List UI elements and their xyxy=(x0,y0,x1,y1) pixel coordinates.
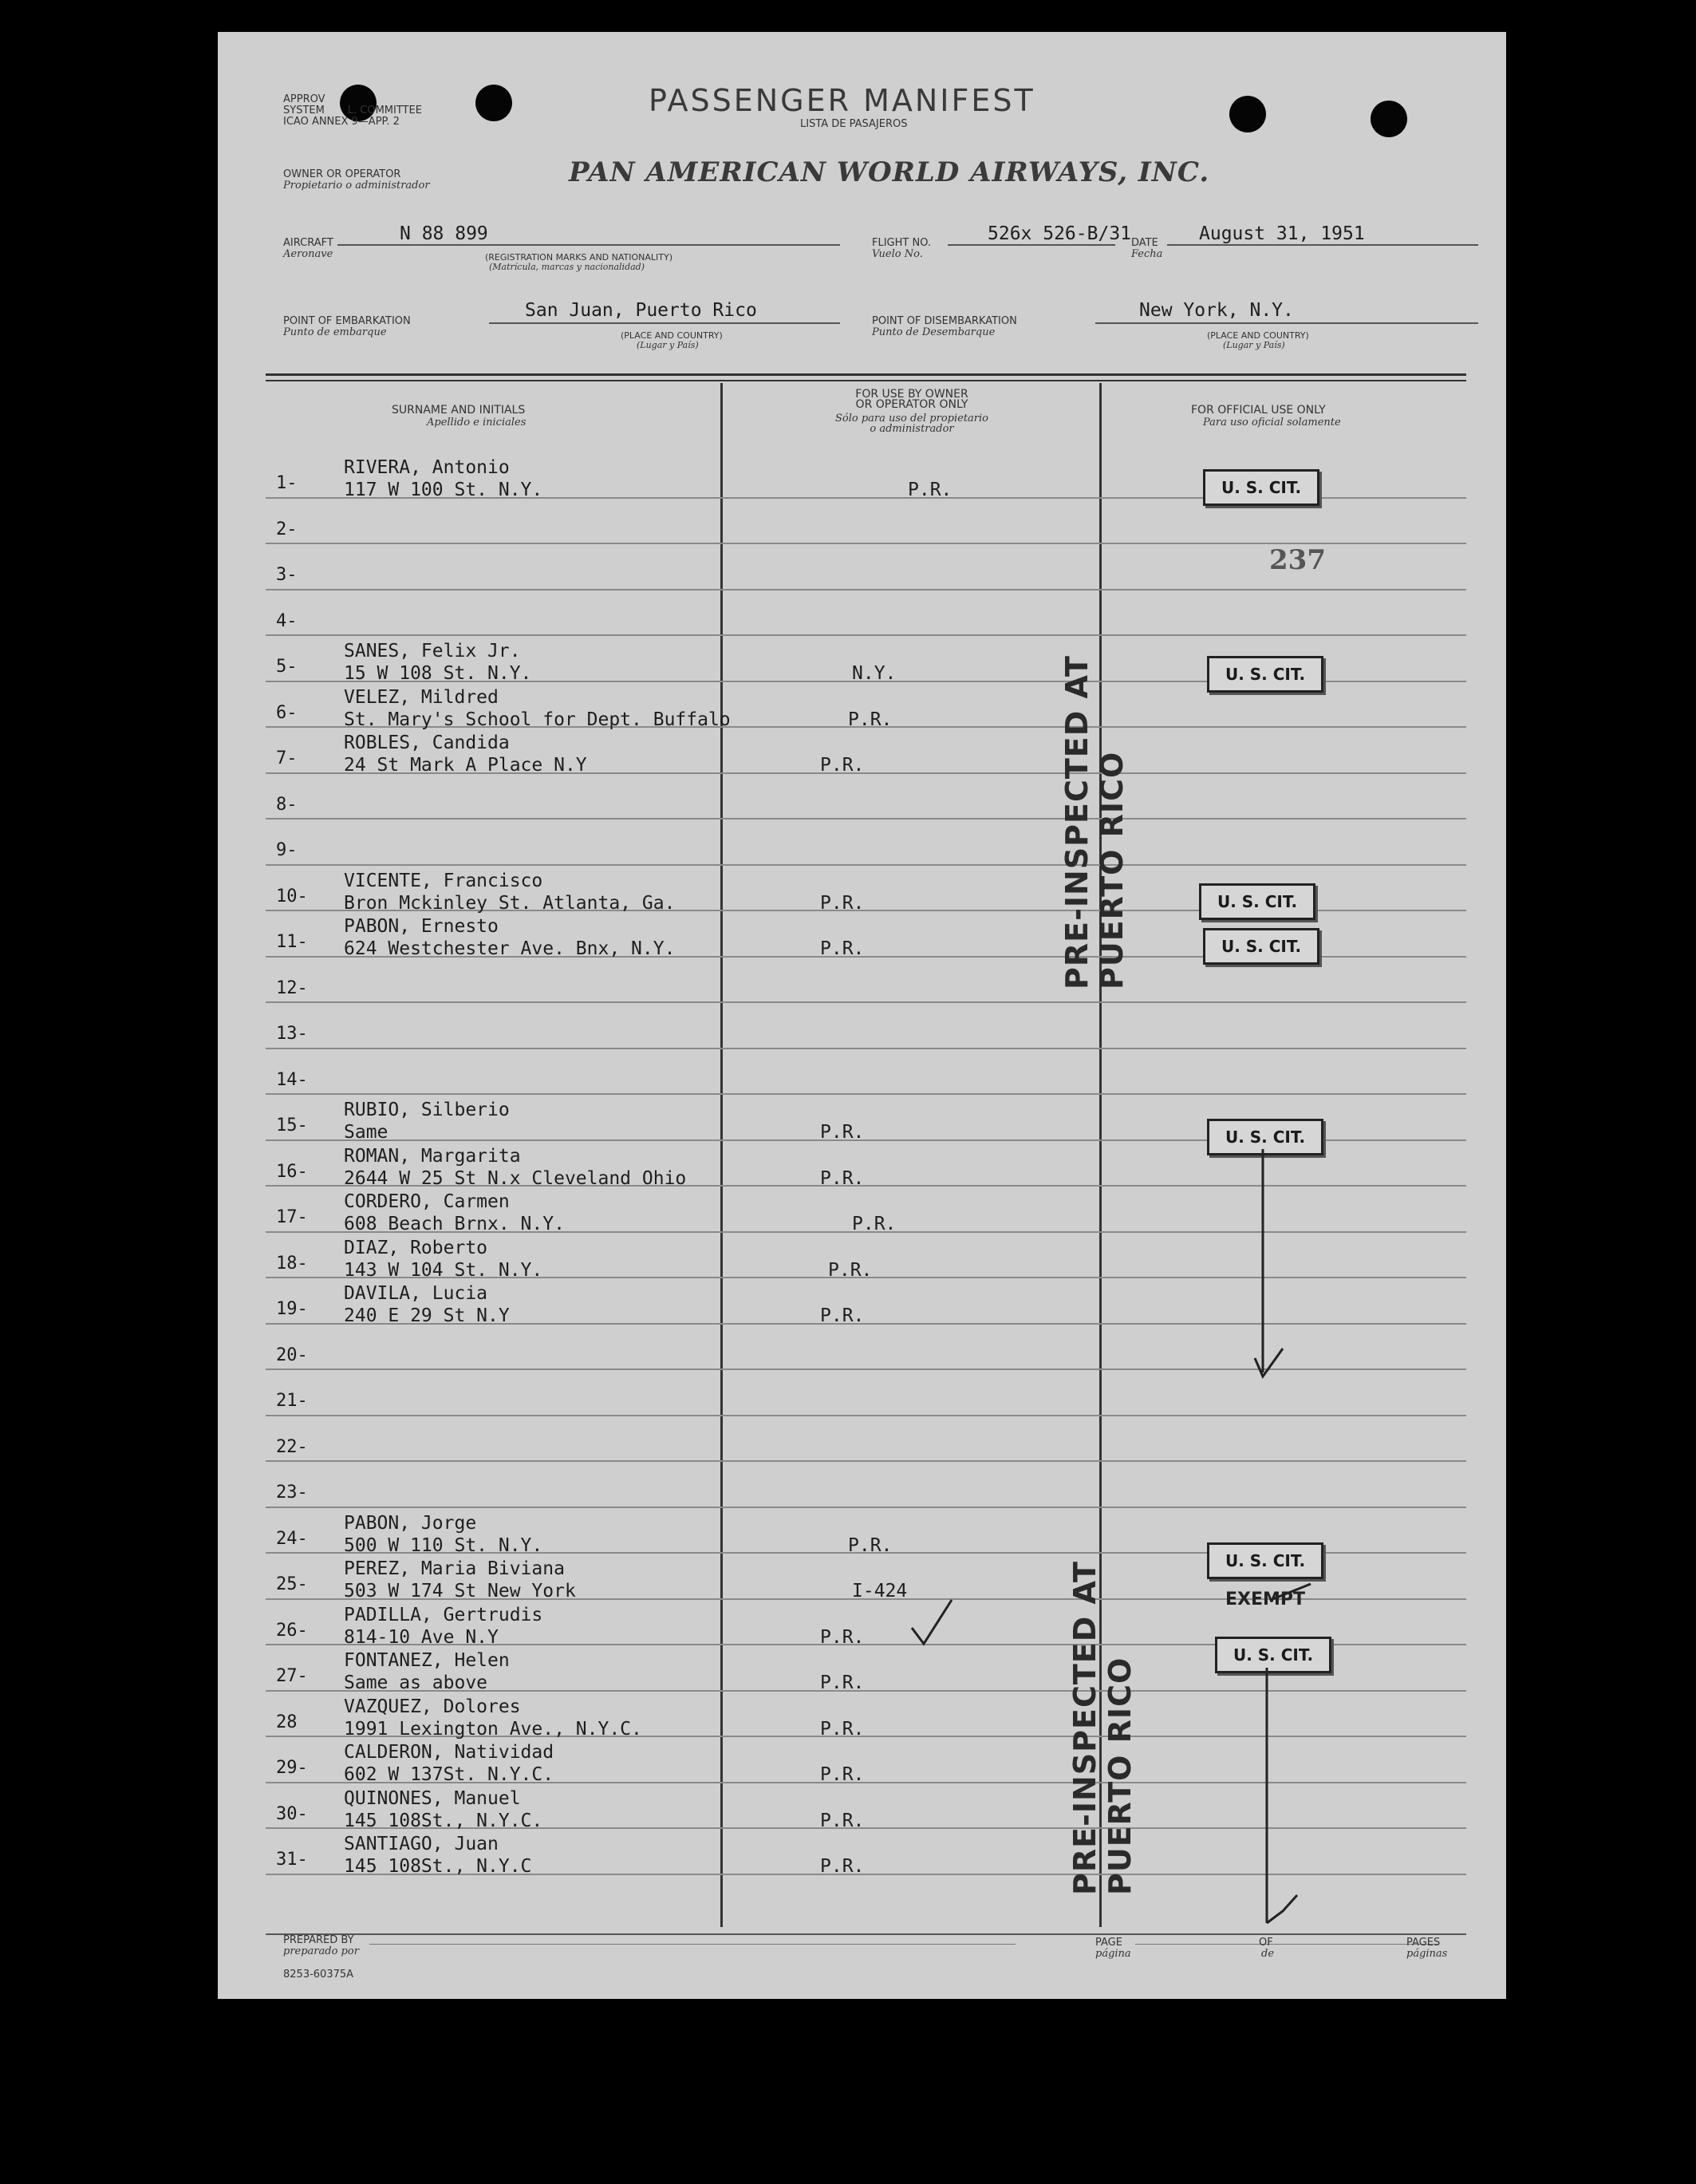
field-line xyxy=(369,1944,1016,1945)
row-number: 3- xyxy=(276,565,298,585)
passenger-name: CALDERON, Natividad xyxy=(344,1742,554,1763)
pre-inspected-stamp: PRE-INSPECTED AT PUERTO RICO xyxy=(1059,655,1130,989)
passenger-origin-code: P.R. xyxy=(820,1168,865,1189)
row-number: 15- xyxy=(276,1116,308,1135)
page-subtitle: LISTA DE PASAJEROS xyxy=(800,118,908,130)
page-label-es: página xyxy=(1095,1948,1131,1960)
passenger-address: 145 108St., N.Y.C xyxy=(344,1856,532,1877)
passenger-origin-code: P.R. xyxy=(820,1719,865,1740)
flight-label-es: Vuelo No. xyxy=(872,248,923,260)
row-number: 9- xyxy=(276,840,298,860)
column-header-surname-es: Apellido e iniciales xyxy=(427,417,527,429)
date-label: DATE xyxy=(1131,237,1158,249)
passenger-name: SANTIAGO, Juan xyxy=(344,1834,499,1854)
passenger-origin-code: N.Y. xyxy=(852,663,897,684)
passenger-name: VAZQUEZ, Dolores xyxy=(344,1696,521,1717)
ditto-mark xyxy=(1235,1668,1299,1939)
passenger-address: Bron Mckinley St. Atlanta, Ga. xyxy=(344,893,676,914)
row-number: 12- xyxy=(276,978,308,998)
page-title: PASSENGER MANIFEST xyxy=(649,83,1035,118)
pages-label: PAGES xyxy=(1406,1937,1441,1949)
row-rule xyxy=(266,1001,1466,1003)
row-rule xyxy=(266,1460,1466,1462)
flight-label: FLIGHT NO. xyxy=(872,237,932,249)
row-number: 25- xyxy=(276,1574,308,1594)
row-number: 27- xyxy=(276,1666,308,1686)
row-number: 4- xyxy=(276,611,298,631)
approval-line: APPROV xyxy=(283,93,325,105)
exempt-stamp: EXEMPT xyxy=(1225,1590,1306,1609)
passenger-name: PABON, Jorge xyxy=(344,1513,477,1534)
row-number: 11- xyxy=(276,932,308,952)
passenger-address: 143 W 104 St. N.Y. xyxy=(344,1260,543,1281)
passenger-name: VICENTE, Francisco xyxy=(344,871,543,891)
place-note: (PLACE AND COUNTRY) xyxy=(621,330,723,341)
row-number: 24- xyxy=(276,1529,308,1549)
passenger-origin-code: P.R. xyxy=(820,1122,865,1143)
passenger-name: CORDERO, Carmen xyxy=(344,1191,510,1212)
passenger-address: 608 Beach Brnx. N.Y. xyxy=(344,1214,565,1234)
row-number: 1- xyxy=(276,473,298,493)
passenger-origin-code: P.R. xyxy=(828,1260,873,1281)
passenger-origin-code: P.R. xyxy=(908,480,953,500)
passenger-origin-code: P.R. xyxy=(848,709,893,730)
punch-hole xyxy=(475,85,512,121)
passenger-address: 240 E 29 St N.Y xyxy=(344,1305,510,1326)
passenger-name: RUBIO, Silberio xyxy=(344,1100,510,1120)
prepared-by-label: PREPARED BY xyxy=(283,1934,354,1946)
header-rule xyxy=(266,380,1466,381)
column-header-owner xyxy=(808,389,1016,410)
passenger-origin-code: P.R. xyxy=(820,1673,865,1693)
row-number: 29- xyxy=(276,1758,308,1778)
row-number: 10- xyxy=(276,887,308,906)
row-number: 5- xyxy=(276,657,298,677)
passenger-name: ROBLES, Candida xyxy=(344,733,510,753)
passenger-origin-code: P.R. xyxy=(820,1305,865,1326)
embark-label-es: Punto de embarque xyxy=(283,326,387,338)
row-number: 20- xyxy=(276,1345,308,1365)
row-number: 8- xyxy=(276,795,298,815)
row-number: 28 xyxy=(276,1712,298,1732)
manifest-sheet xyxy=(218,32,1506,1999)
passenger-origin-code: P.R. xyxy=(820,1764,865,1785)
row-number: 19- xyxy=(276,1299,308,1319)
passenger-name: PEREZ, Maria Biviana xyxy=(344,1558,565,1579)
passenger-address: 503 W 174 St New York xyxy=(344,1581,576,1601)
row-number: 6- xyxy=(276,703,298,723)
row-number: 2- xyxy=(276,519,298,539)
passenger-address: 145 108St., N.Y.C. xyxy=(344,1811,543,1831)
prepared-by-label-es: preparado por xyxy=(283,1945,359,1957)
column-header-line: Sólo para uso del propietario xyxy=(834,413,989,425)
row-number: 14- xyxy=(276,1070,308,1090)
row-number: 21- xyxy=(276,1391,308,1411)
punch-hole xyxy=(1229,96,1266,132)
registration-note: (REGISTRATION MARKS AND NATIONALITY) xyxy=(485,252,673,263)
of-label-es: de xyxy=(1261,1948,1275,1960)
passenger-name: FONTANEZ, Helen xyxy=(344,1650,510,1671)
row-rule xyxy=(266,1415,1466,1416)
pre-inspected-stamp: PRE-INSPECTED AT PUERTO RICO xyxy=(1067,1561,1138,1895)
approval-line: SYSTEM xyxy=(283,105,325,117)
passenger-address: 117 W 100 St. N.Y. xyxy=(344,480,543,500)
column-header-line: o administrador xyxy=(870,423,954,435)
passenger-address: 602 W 137St. N.Y.C. xyxy=(344,1764,554,1785)
place-note-es: (Lugar y País) xyxy=(637,340,699,350)
us-citizen-stamp: U. S. CIT. xyxy=(1215,1637,1331,1673)
passenger-name: DIAZ, Roberto xyxy=(344,1238,488,1258)
row-rule xyxy=(266,1507,1466,1508)
page-label: PAGE xyxy=(1095,1937,1122,1949)
pages-label-es: páginas xyxy=(1406,1948,1448,1960)
field-line xyxy=(1167,244,1478,246)
row-number: 18- xyxy=(276,1254,308,1274)
aircraft-label: AIRCRAFT xyxy=(283,237,333,249)
passenger-address: Same xyxy=(344,1122,389,1143)
row-rule xyxy=(266,589,1466,590)
date-value: August 31, 1951 xyxy=(1199,223,1365,244)
disembark-label-es: Punto de Desembarque xyxy=(872,326,996,338)
row-number: 31- xyxy=(276,1850,308,1870)
check-mark xyxy=(1267,1580,1315,1604)
row-number: 22- xyxy=(276,1437,308,1457)
row-rule xyxy=(266,1093,1466,1095)
passenger-name: SANES, Felix Jr. xyxy=(344,641,521,662)
column-divider xyxy=(720,383,723,1927)
passenger-origin-code: P.R. xyxy=(820,1811,865,1831)
date-label-es: Fecha xyxy=(1131,248,1163,260)
column-header-official-es: Para uso oficial solamente xyxy=(1203,417,1341,429)
row-number: 17- xyxy=(276,1207,308,1227)
passenger-address: 15 W 108 St. N.Y. xyxy=(344,663,532,684)
passenger-origin-code: P.R. xyxy=(848,1535,893,1556)
ditto-mark xyxy=(1231,1149,1295,1388)
column-header-line: OR OPERATOR ONLY xyxy=(855,398,968,411)
header-rule xyxy=(266,373,1466,376)
passenger-address: 1991 Lexington Ave., N.Y.C. xyxy=(344,1719,642,1740)
passenger-origin-code: P.R. xyxy=(820,893,865,914)
passenger-name: VELEZ, Mildred xyxy=(344,687,499,708)
us-citizen-stamp: U. S. CIT. xyxy=(1207,656,1323,693)
aircraft-label-es: Aeronave xyxy=(283,248,333,260)
row-number: 7- xyxy=(276,748,298,768)
row-number: 13- xyxy=(276,1024,308,1044)
passenger-name: PABON, Ernesto xyxy=(344,916,499,937)
row-rule xyxy=(266,864,1466,866)
row-number: 30- xyxy=(276,1804,308,1824)
place-note-es: (Lugar y País) xyxy=(1223,340,1285,350)
flight-value: 526x 526-B/31 xyxy=(988,223,1132,244)
passenger-name: ROMAN, Margarita xyxy=(344,1146,521,1167)
row-number: 23- xyxy=(276,1483,308,1503)
passenger-address: 24 St Mark A Place N.Y xyxy=(344,755,587,776)
embark-label: POINT OF EMBARKATION xyxy=(283,315,411,327)
column-header-surname: SURNAME AND INITIALS xyxy=(392,404,526,417)
disembark-value: New York, N.Y. xyxy=(1139,300,1294,321)
passenger-address: 814-10 Ave N.Y xyxy=(344,1627,499,1648)
passenger-address: 2644 W 25 St N.x Cleveland Ohio xyxy=(344,1168,687,1189)
row-number: 16- xyxy=(276,1162,308,1182)
field-line xyxy=(1095,322,1478,324)
of-label: OF xyxy=(1259,1937,1273,1949)
form-number: 8253-60375A xyxy=(283,1969,354,1981)
owner-name: PAN AMERICAN WORLD AIRWAYS, INC. xyxy=(569,156,1210,188)
owner-label: OWNER OR OPERATOR xyxy=(283,168,401,180)
passenger-origin-code: P.R. xyxy=(852,1214,897,1234)
approval-note xyxy=(283,94,422,128)
row-rule xyxy=(266,818,1466,819)
passenger-origin-code: P.R. xyxy=(820,1856,865,1877)
us-citizen-stamp: U. S. CIT. xyxy=(1207,1119,1323,1155)
passenger-name: DAVILA, Lucia xyxy=(344,1283,488,1304)
passenger-name: RIVERA, Antonio xyxy=(344,457,510,478)
us-citizen-stamp: U. S. CIT. xyxy=(1203,928,1319,965)
column-header-line: FOR USE BY OWNER xyxy=(855,388,968,401)
owner-label-es: Propietario o administrador xyxy=(283,180,430,192)
disembark-label: POINT OF DISEMBARKATION xyxy=(872,315,1017,327)
us-citizen-stamp: U. S. CIT. xyxy=(1203,469,1319,506)
punch-hole xyxy=(1371,101,1407,137)
passenger-origin-code: P.R. xyxy=(820,938,865,959)
passenger-origin-code: P.R. xyxy=(820,755,865,776)
embark-value: San Juan, Puerto Rico xyxy=(525,300,757,321)
field-line xyxy=(337,244,840,246)
row-rule xyxy=(266,1048,1466,1049)
field-line xyxy=(948,244,1115,246)
place-note: (PLACE AND COUNTRY) xyxy=(1207,330,1309,341)
approval-line: ICAO ANNEX 9—APP. 2 xyxy=(283,116,400,128)
passenger-origin-code: I-424 xyxy=(852,1581,908,1601)
passenger-origin-code: P.R. xyxy=(820,1627,865,1648)
passenger-name: PADILLA, Gertrudis xyxy=(344,1605,543,1625)
passenger-name: QUINONES, Manuel xyxy=(344,1788,521,1809)
footer-rule xyxy=(266,1933,1466,1935)
aircraft-value: N 88 899 xyxy=(400,223,488,244)
passenger-address: Same as above xyxy=(344,1673,488,1693)
passenger-count: 237 xyxy=(1269,544,1326,576)
row-rule xyxy=(266,634,1466,636)
us-citizen-stamp: U. S. CIT. xyxy=(1207,1542,1323,1579)
approval-line: L. COMMITTEE xyxy=(347,105,422,117)
registration-note-es: (Matrícula, marcas y nacionalidad) xyxy=(489,262,645,272)
field-line xyxy=(1135,1944,1438,1945)
field-line xyxy=(489,322,840,324)
column-header-owner-es xyxy=(808,413,1016,434)
us-citizen-stamp: U. S. CIT. xyxy=(1199,883,1315,920)
passenger-address: 624 Westchester Ave. Bnx, N.Y. xyxy=(344,938,676,959)
passenger-address: St. Mary's School for Dept. Buffalo xyxy=(344,709,731,730)
column-header-official: FOR OFFICIAL USE ONLY xyxy=(1191,404,1326,417)
passenger-address: 500 W 110 St. N.Y. xyxy=(344,1535,543,1556)
row-number: 26- xyxy=(276,1621,308,1641)
check-mark xyxy=(904,1596,968,1652)
